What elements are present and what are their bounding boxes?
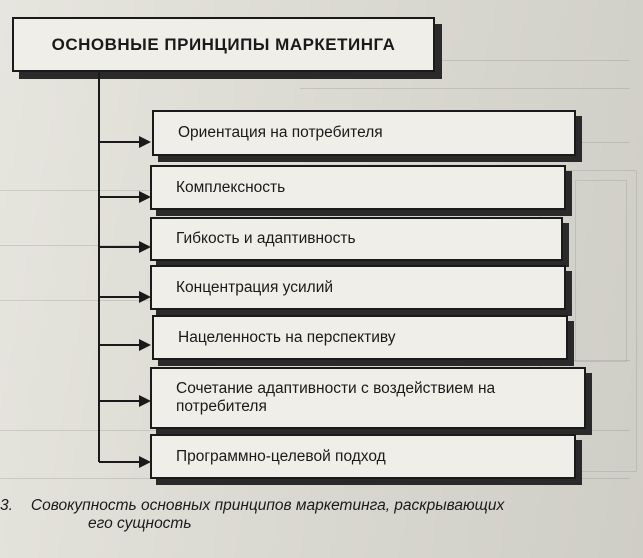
caption-line-2	[0, 515, 630, 533]
principle-label: Гибкость и адаптивность	[176, 230, 356, 248]
arrow-line	[99, 400, 139, 402]
principle-label: Концентрация усилий	[176, 278, 334, 296]
principle-label: Нацеленность на перспективу	[178, 328, 396, 346]
bleed-line	[300, 88, 630, 89]
figure-caption	[0, 497, 630, 533]
principle-label: Сочетание адаптивности с воздействием на потребителя	[176, 380, 496, 415]
caption-text-1: Совокупность основных принципов маркетинга, раскрывающих	[30, 497, 505, 514]
arrow-line	[99, 461, 139, 463]
diagram-title: ОСНОВНЫЕ ПРИНЦИПЫ МАРКЕТИНГА	[51, 34, 396, 54]
arrow-line	[99, 141, 139, 143]
principle-label: Ориентация на потребителя	[178, 124, 383, 142]
arrow-line	[99, 344, 139, 346]
arrow-line	[99, 296, 139, 298]
caption-text-2: его сущность	[88, 514, 192, 532]
principle-box-perspective	[152, 315, 568, 360]
caption-line-1	[0, 497, 630, 515]
bleed-line	[0, 430, 630, 431]
principle-box-customer-orientation	[152, 110, 576, 156]
principle-box-concentration	[150, 265, 566, 310]
diagram-title-box	[12, 17, 435, 72]
arrow-head	[139, 339, 151, 351]
principle-box-adaptivity-influence	[150, 367, 586, 429]
caption-number: 3.	[0, 497, 13, 514]
principle-box-complexity	[150, 165, 566, 210]
principle-box-flexibility	[150, 217, 563, 261]
arrow-line	[99, 246, 139, 248]
principle-label: Программно-целевой подход	[176, 447, 386, 465]
principle-label: Комплексность	[176, 178, 286, 196]
arrow-line	[99, 196, 139, 198]
arrow-head	[139, 136, 151, 148]
principle-box-program-target	[150, 434, 576, 479]
connector-spine	[98, 72, 100, 462]
